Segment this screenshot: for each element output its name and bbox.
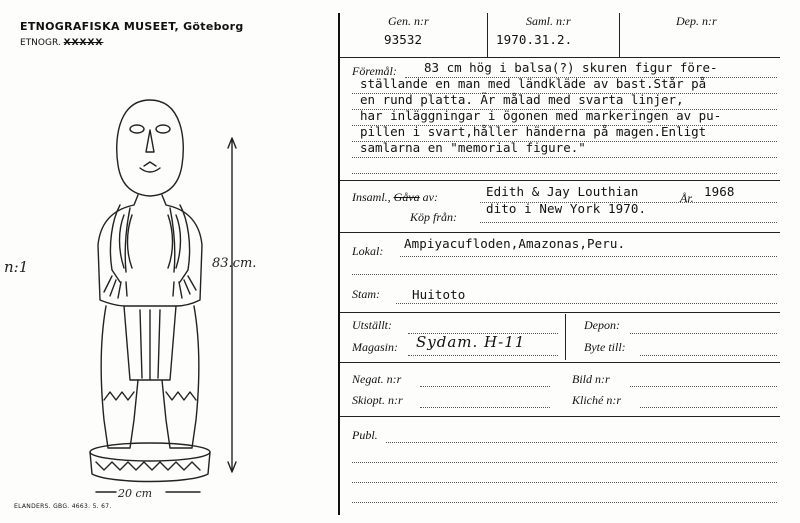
figure-head xyxy=(117,100,184,196)
field-divider-1 xyxy=(487,13,488,57)
bild-label: Bild n:r xyxy=(572,372,610,386)
kliche-dots xyxy=(640,407,777,408)
foremal-dots-7 xyxy=(352,173,777,174)
museum-city: Göteborg xyxy=(183,20,244,33)
figure-mouth xyxy=(140,162,160,172)
publ-dots-2 xyxy=(352,462,777,463)
saml-label: Saml. n:r xyxy=(526,14,571,28)
figure-nose xyxy=(146,130,154,152)
foremal-line-6: samlarna en "memorial figure." xyxy=(360,140,586,155)
bild-dots xyxy=(630,386,777,387)
magasin-value: Sydam. H-11 xyxy=(416,333,526,351)
etnogr-struck-number: XXXXX xyxy=(63,38,104,48)
gen-label: Gen. n:r xyxy=(388,14,429,28)
figure-loincloth xyxy=(124,306,176,380)
skiopt-dots xyxy=(420,407,550,408)
figure-torso xyxy=(98,195,202,306)
skiopt-label: Skiopt. n:r xyxy=(352,393,403,407)
gen-value: 93532 xyxy=(384,32,423,47)
width-note: 20 cm xyxy=(118,487,153,500)
negat-dots xyxy=(420,386,550,387)
figure-left-leg xyxy=(101,306,138,448)
publ-label: Publ. xyxy=(352,428,378,442)
av-label: av: xyxy=(422,190,438,204)
magasin-label: Magasin: xyxy=(352,340,398,354)
foremal-line-2: ställande en man med ländkläde av bast.Står på xyxy=(360,76,707,91)
figure-left-eye xyxy=(130,125,144,133)
lokal-dots-2 xyxy=(352,274,777,275)
foremal-line-1: 83 cm hög i balsa(?) skuren figur före- xyxy=(424,60,718,75)
foremal-line-5: pillen i svart,håller händerna på magen.Enligt xyxy=(360,124,707,139)
figure-leg-pattern xyxy=(104,392,196,400)
byte-dots xyxy=(640,355,777,356)
kop-label: Köp från: xyxy=(410,210,458,224)
kliche-label: Kliché n:r xyxy=(572,393,621,407)
etnogr-label: ETNOGR. xyxy=(20,38,61,48)
height-note: 83.cm. xyxy=(212,256,257,271)
figure-right-eye xyxy=(156,125,170,133)
utstallt-label: Utställt: xyxy=(352,318,393,332)
insamlad-year: 1968 xyxy=(704,184,735,199)
negat-label: Negat. n:r xyxy=(352,372,402,386)
negat-rule xyxy=(340,362,780,363)
foremal-line-4: har inläggningar i ögonen med markeringen av pu- xyxy=(360,108,722,123)
field-divider-2 xyxy=(619,13,620,57)
byte-label: Byte till: xyxy=(584,340,626,354)
stam-dots xyxy=(396,303,777,304)
figure-right-hand xyxy=(173,276,196,298)
foremal-label: Föremål: xyxy=(352,64,397,78)
foremal-line-3: en rund platta. Är målad med svarta linjer, xyxy=(360,92,684,107)
stam-label: Stam: xyxy=(352,287,380,301)
margin-mark: n:1 xyxy=(4,258,29,276)
museum-name: ETNOGRAFISKA MUSEET, xyxy=(20,20,179,33)
figure-right-leg xyxy=(162,306,199,448)
publ-rule xyxy=(340,416,780,417)
printer-imprint: ELANDERS. GBG. 4663. 5. 67. xyxy=(14,503,112,510)
insamlad-rule xyxy=(340,180,780,181)
height-arrow xyxy=(228,138,236,472)
saml-value: 1970.31.2. xyxy=(496,32,573,47)
foremal-dots-6 xyxy=(352,157,777,158)
depon-label: Depon: xyxy=(584,318,620,332)
publ-dots-1 xyxy=(386,442,777,443)
insamlad-label: Insaml., xyxy=(352,190,391,204)
lokal-rule xyxy=(340,232,780,233)
placement-divider xyxy=(565,314,566,360)
placement-rule xyxy=(340,312,780,313)
insamlad-label-line xyxy=(352,190,438,205)
lokal-label: Lokal: xyxy=(352,244,384,258)
publ-dots-3 xyxy=(352,482,777,483)
insamlad-value-1: Edith & Jay Louthian xyxy=(486,184,639,199)
insamlad-dots-2 xyxy=(480,222,777,223)
stam-value: Huitoto xyxy=(412,287,466,302)
figure-base-top xyxy=(90,443,210,461)
lokal-dots-1 xyxy=(400,256,777,257)
card-divider xyxy=(338,13,340,515)
insamlad-value-2: dito i New York 1970. xyxy=(486,201,647,216)
figure-left-hand xyxy=(104,276,127,298)
depon-dots xyxy=(630,333,777,334)
publ-dots-4 xyxy=(352,502,777,503)
top-fields-rule xyxy=(340,57,780,58)
lokal-value: Ampiyacufloden,Amazonas,Peru. xyxy=(404,236,626,251)
dep-label: Dep. n:r xyxy=(676,14,717,28)
figure-drawing xyxy=(0,0,338,523)
magasin-dots xyxy=(408,355,558,356)
figure-base-pattern xyxy=(96,462,200,470)
gava-struck: Gåva xyxy=(393,190,420,204)
ar-label: År. xyxy=(680,191,694,205)
